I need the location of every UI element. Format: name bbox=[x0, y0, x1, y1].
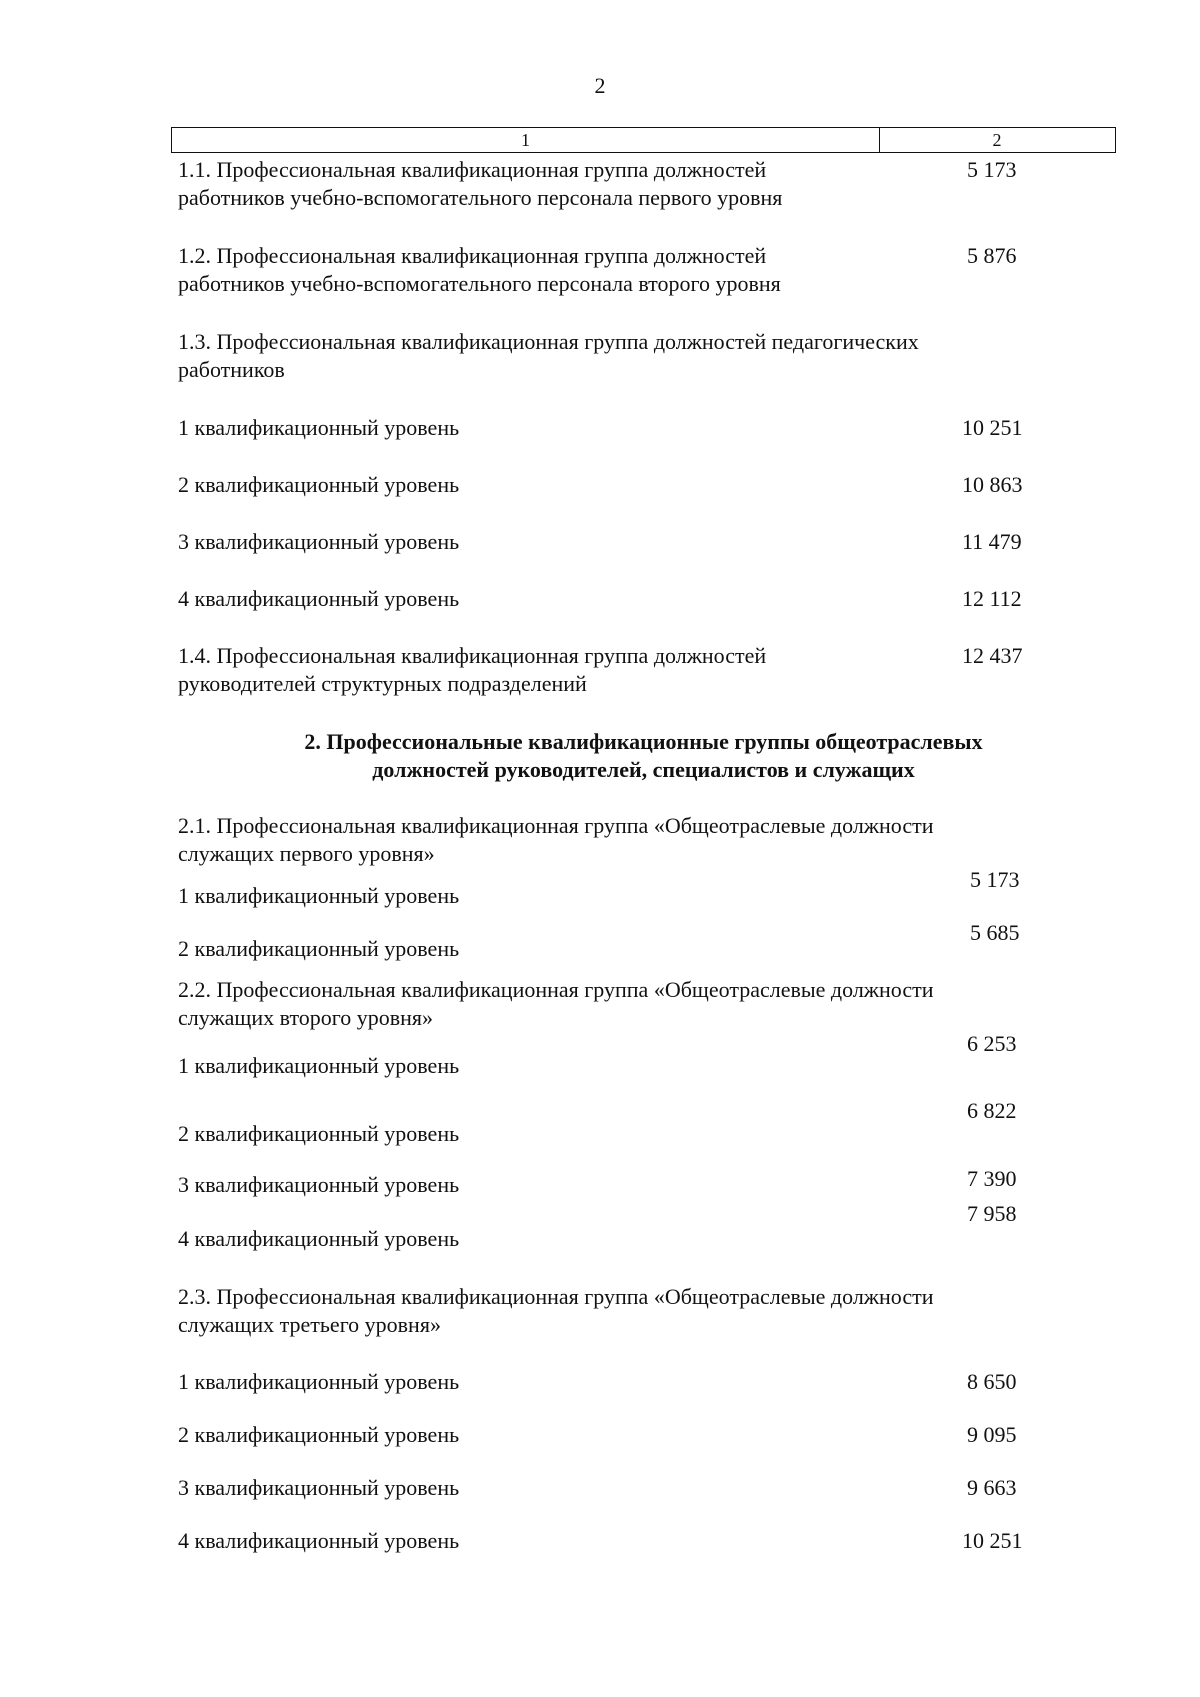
group-1-3-level-3-label: 3 квалификационный уровень bbox=[178, 529, 460, 554]
group-1-2-label-line1: 1.2. Профессиональная квалификационная группа должностей bbox=[178, 243, 767, 268]
group-1-3-level-3-value: 11 479 bbox=[962, 529, 1022, 554]
section-2-title-line1: 2. Профессиональные квалификационные группы общеотраслевых bbox=[304, 729, 983, 754]
table-header-col1: 1 bbox=[521, 130, 530, 150]
group-2-2-level-4-value: 7 958 bbox=[967, 1201, 1017, 1226]
group-2-2-level-1-label: 1 квалификационный уровень bbox=[178, 1053, 460, 1078]
group-1-1-label-line1: 1.1. Профессиональная квалификационная группа должностей bbox=[178, 157, 767, 182]
group-2-1-label-line2: служащих первого уровня» bbox=[178, 841, 435, 866]
group-2-3-label-line2: служащих третьего уровня» bbox=[178, 1312, 441, 1337]
group-1-2-value: 5 876 bbox=[967, 243, 1017, 268]
group-1-3-level-1-value: 10 251 bbox=[962, 415, 1023, 440]
group-2-3-label-line1: 2.3. Профессиональная квалификационная группа «Общеотраслевые должности bbox=[178, 1284, 934, 1309]
group-2-3-level-2-label: 2 квалификационный уровень bbox=[178, 1422, 460, 1447]
group-2-2-level-1-value: 6 253 bbox=[967, 1031, 1017, 1056]
group-2-2-label-line2: служащих второго уровня» bbox=[178, 1005, 434, 1030]
group-1-3-level-4-value: 12 112 bbox=[962, 586, 1022, 611]
group-2-2-level-3-label: 3 квалификационный уровень bbox=[178, 1172, 460, 1197]
group-2-2-level-3-value: 7 390 bbox=[967, 1166, 1017, 1191]
group-2-3-level-2-value: 9 095 bbox=[967, 1422, 1017, 1447]
group-1-3-label-line1: 1.3. Профессиональная квалификационная группа должностей педагогических bbox=[178, 329, 919, 354]
group-1-3-label-line2: работников bbox=[178, 357, 285, 382]
group-2-1-level-2-value: 5 685 bbox=[970, 920, 1020, 945]
group-2-2-level-2-value: 6 822 bbox=[967, 1098, 1017, 1123]
group-2-3-level-4-value: 10 251 bbox=[962, 1528, 1023, 1553]
group-1-2-label-line2: работников учебно-вспомогательного персонала второго уровня bbox=[178, 271, 781, 296]
group-1-4-label-line1: 1.4. Профессиональная квалификационная группа должностей bbox=[178, 643, 767, 668]
group-2-1-level-2-label: 2 квалификационный уровень bbox=[178, 936, 460, 961]
section-2-title bbox=[171, 728, 1116, 784]
group-2-2-label-line1: 2.2. Профессиональная квалификационная группа «Общеотраслевые должности bbox=[178, 977, 934, 1002]
group-1-4-label-line2: руководителей структурных подразделений bbox=[178, 671, 587, 696]
group-1-3-level-2-label: 2 квалификационный уровень bbox=[178, 472, 460, 497]
group-2-3-level-3-label: 3 квалификационный уровень bbox=[178, 1475, 460, 1500]
group-2-2-level-4-label: 4 квалификационный уровень bbox=[178, 1226, 460, 1251]
group-2-1-level-1-value: 5 173 bbox=[970, 867, 1020, 892]
page-number: 2 bbox=[594, 73, 606, 98]
group-1-3-level-1-label: 1 квалификационный уровень bbox=[178, 415, 460, 440]
group-1-3-level-4-label: 4 квалификационный уровень bbox=[178, 586, 460, 611]
group-2-3-level-1-label: 1 квалификационный уровень bbox=[178, 1369, 460, 1394]
group-2-3-level-3-value: 9 663 bbox=[967, 1475, 1017, 1500]
table-header bbox=[171, 127, 1116, 153]
group-2-1-label-line1: 2.1. Профессиональная квалификационная группа «Общеотраслевые должности bbox=[178, 813, 934, 838]
group-1-1-label-line2: работников учебно-вспомогательного персонала первого уровня bbox=[178, 185, 783, 210]
section-2-title-line2: должностей руководителей, специалистов и служащих bbox=[372, 757, 915, 782]
group-2-3-level-4-label: 4 квалификационный уровень bbox=[178, 1528, 460, 1553]
group-2-3-level-1-value: 8 650 bbox=[967, 1369, 1017, 1394]
group-1-3-level-2-value: 10 863 bbox=[962, 472, 1023, 497]
group-1-1-value: 5 173 bbox=[967, 157, 1017, 182]
group-1-4-value: 12 437 bbox=[962, 643, 1023, 668]
group-2-2-level-2-label: 2 квалификационный уровень bbox=[178, 1121, 460, 1146]
group-2-1-level-1-label: 1 квалификационный уровень bbox=[178, 883, 460, 908]
table-header-col2: 2 bbox=[992, 130, 1002, 150]
